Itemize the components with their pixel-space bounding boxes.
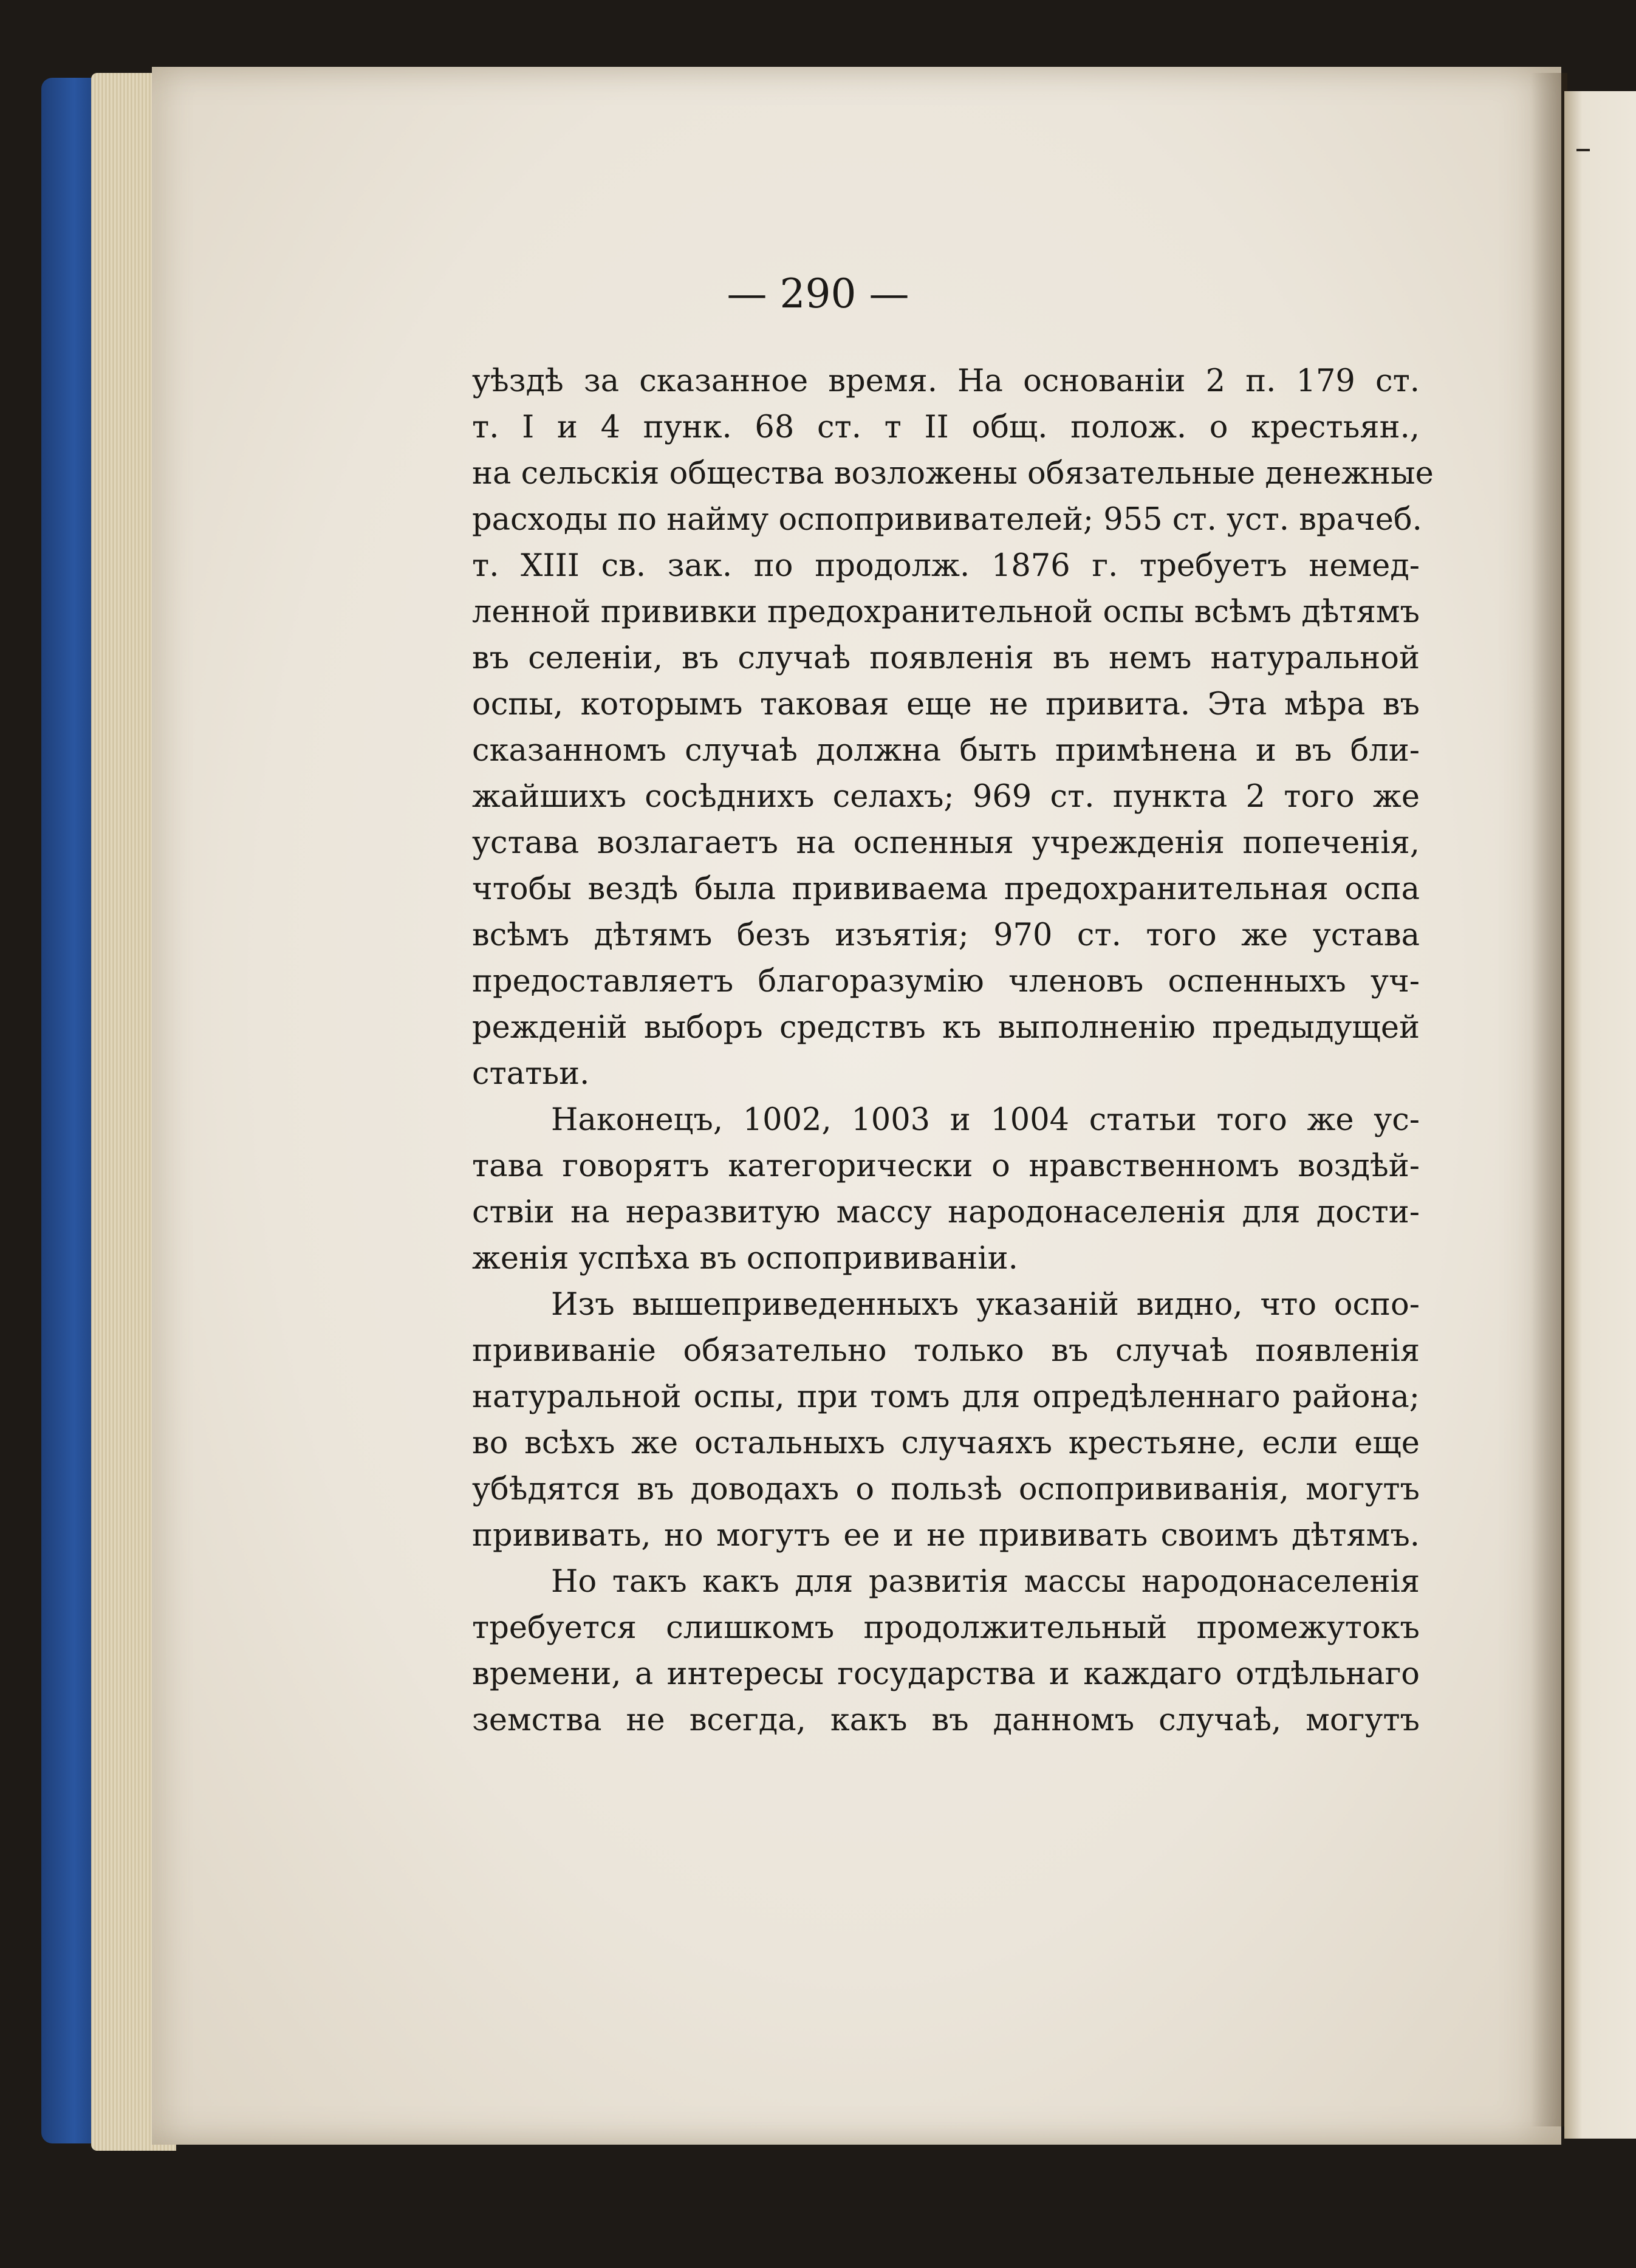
- text-line: всѣмъ дѣтямъ безъ изъятія; 970 ст. того же устава: [472, 917, 1420, 953]
- text-line: Наконецъ, 1002, 1003 и 1004 статьи того же ус-: [551, 1102, 1420, 1138]
- page-text: [472, 358, 1434, 1744]
- text-line: во всѣхъ же остальныхъ случаяхъ крестьяне, если еще: [472, 1425, 1420, 1461]
- text-line: расходы по найму оспопрививателей; 955 ст. уст. врачеб.: [472, 502, 1422, 538]
- text-line: оспы, которымъ таковая еще не привита. Эта мѣра въ: [472, 687, 1420, 722]
- text-line: тава говорятъ категорически о нравственномъ воздѣй-: [472, 1148, 1420, 1184]
- text-line: ствіи на неразвитую массу народонаселенія для дости-: [472, 1194, 1420, 1230]
- text-line: Но такъ какъ для развитія массы народонаселенія: [551, 1564, 1420, 1600]
- text-line: земства не всегда, какъ въ данномъ случаѣ, могутъ: [472, 1702, 1420, 1738]
- facing-page-edge: [1564, 91, 1636, 2139]
- text-line: убѣдятся въ доводахъ о пользѣ оспопрививанія, могутъ: [472, 1471, 1420, 1507]
- text-line: прививать, но могутъ ее и не прививать своимъ дѣтямъ.: [472, 1518, 1420, 1554]
- text-line: сказанномъ случаѣ должна быть примѣнена и въ бли-: [472, 733, 1420, 769]
- text-line: т. I и 4 пунк. 68 ст. т II общ. полож. о крестьян.,: [472, 409, 1420, 445]
- page-number: — 290 —: [727, 270, 909, 317]
- text-line: натуральной оспы, при томъ для опредѣленнаго района;: [472, 1379, 1420, 1415]
- text-line: чтобы вездѣ была прививаема предохранительная оспа: [472, 871, 1420, 907]
- text-line: Изъ вышеприведенныхъ указаній видно, что оспо-: [551, 1287, 1420, 1323]
- text-line: на сельскія общества возложены обязательные денежные: [472, 456, 1434, 492]
- text-line: требуется слишкомъ продолжительный промежутокъ: [472, 1610, 1420, 1646]
- text-line: режденій выборъ средствъ къ выполненію предыдущей: [472, 1010, 1420, 1046]
- text-line: уѣздѣ за сказанное время. На основаніи 2 п. 179 ст.: [472, 363, 1420, 399]
- text-line: женія успѣха въ оспопрививаніи.: [472, 1241, 1018, 1276]
- text-line: статьи.: [472, 1056, 590, 1092]
- text-line: предоставляетъ благоразумію членовъ оспенныхъ уч-: [472, 964, 1420, 999]
- text-line: прививаніе обязательно только въ случаѣ появленія: [472, 1333, 1420, 1369]
- text-line: жайшихъ сосѣднихъ селахъ; 969 ст. пункта 2 того же: [472, 779, 1420, 815]
- text-line: времени, а интересы государства и каждаго отдѣльнаго: [472, 1656, 1420, 1692]
- facing-page-mark: [1576, 149, 1590, 151]
- text-line: т. XIII св. зак. по продолж. 1876 г. требуетъ немед-: [472, 548, 1420, 584]
- text-line: ленной прививки предохранительной оспы всѣмъ дѣтямъ: [472, 594, 1420, 630]
- page-gutter-shadow: [1531, 73, 1567, 2126]
- text-line: въ селеніи, въ случаѣ появленія въ немъ натуральной: [472, 640, 1420, 676]
- text-line: устава возлагаетъ на оспенныя учрежденія попеченія,: [472, 825, 1420, 861]
